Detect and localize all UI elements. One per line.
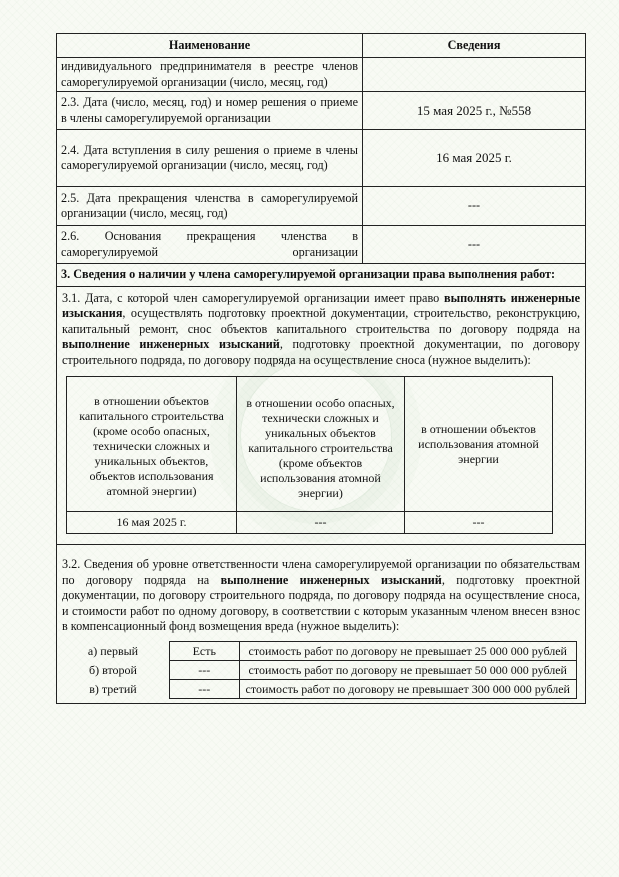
cell-nuclear-value: --- [405, 512, 553, 534]
level-third-limit: стоимость работ по договору не превышает 300 000 000 рублей [239, 679, 576, 698]
row-2-5-value: --- [363, 187, 586, 226]
level-row [57, 660, 577, 679]
row-2-3-label: 2.3. Дата (число, месяц, год) и номер решения о приеме в члены саморегулируемой организации [57, 92, 363, 130]
table-row [57, 187, 586, 226]
row-2-6-value: --- [363, 226, 586, 264]
row-continuation-label: индивидуального предпринимателя в реестре членов саморегулируемой организации (число, месяц, год) [57, 58, 363, 92]
level-second-mark: --- [169, 660, 239, 679]
table-row [57, 264, 586, 287]
section-3-2-text: 3.2. Сведения об уровне ответственности члена саморегулируемой организации по обязательствам по договору подряда на выполнение инженерных изысканий, подготовку проектной документации, по договору строительного подряда, по договору подряда на осуществление сноса, и стоимости работ по одному договору, в соответствии с которым указанным членом внесен взнос в компенсационный фонд возмещения вреда (нужное выделить): [62, 557, 580, 633]
section-3-2-cell [57, 545, 586, 704]
col-capital-objects: в отношении объектов капитального строительства (кроме особо опасных, технически сложных и уникальных объектов, объектов использования атомной энергии) [67, 377, 237, 512]
level-second-label: б) второй [89, 662, 137, 677]
table-row [57, 92, 586, 130]
table-row [57, 226, 586, 264]
row-2-6-label: 2.6. Основания прекращения членства в саморегулируемой организации [57, 226, 363, 264]
header-name: Наименование [57, 34, 363, 58]
row-2-5-label: 2.5. Дата прекращения членства в саморегулируемой организации (число, месяц, год) [57, 187, 363, 226]
cell-dangerous-value: --- [237, 512, 405, 534]
row-2-4-value: 16 мая 2025 г. [363, 130, 586, 187]
object-types-table [66, 376, 553, 534]
table-row [67, 377, 553, 512]
col-nuclear: в отношении объектов использования атомной энергии [405, 377, 553, 512]
level-first-label: а) первый [87, 643, 139, 658]
level-first-mark: Есть [169, 641, 239, 660]
section-3-heading: 3. Сведения о наличии у члена саморегулируемой организации права выполнения работ: [57, 264, 586, 287]
level-first-limit: стоимость работ по договору не превышает 25 000 000 рублей [239, 641, 576, 660]
row-continuation-value [363, 58, 586, 92]
row-2-4-label: 2.4. Дата вступления в силу решения о приеме в члены саморегулируемой организации (число, месяц, год) [57, 130, 363, 187]
section-3-1-text: 3.1. Дата, с которой член саморегулируемой организации имеет право выполнять инженерные изыскания, осуществлять подготовку проектной документации, строительство, реконструкцию, капитальный ремонт, снос объектов капитального строительства по договору подряда на выполнение инженерных изысканий, подготовку проектной документации, по договору строительного подряда, по договору подряда на осуществление сноса (нужное выделить): [62, 290, 580, 367]
table-row [57, 286, 586, 545]
table-row [57, 545, 586, 704]
level-row [57, 679, 577, 698]
responsibility-levels-table [57, 641, 577, 699]
col-especially-dangerous: в отношении особо опасных, технически сложных и уникальных объектов капитального строительства (кроме объектов использования атомной энергии) [237, 377, 405, 512]
table-row [57, 130, 586, 187]
cell-capital-date: 16 мая 2025 г. [67, 512, 237, 534]
level-third-label: в) третий [89, 681, 137, 696]
level-row [57, 641, 577, 660]
header-info: Сведения [363, 34, 586, 58]
table-row [57, 58, 586, 92]
level-third-mark: --- [169, 679, 239, 698]
level-second-limit: стоимость работ по договору не превышает 50 000 000 рублей [239, 660, 576, 679]
table-header-row [57, 34, 586, 58]
section-3-1-cell [57, 286, 586, 545]
row-2-3-value: 15 мая 2025 г., №558 [363, 92, 586, 130]
membership-table [56, 33, 586, 704]
table-row [67, 512, 553, 534]
